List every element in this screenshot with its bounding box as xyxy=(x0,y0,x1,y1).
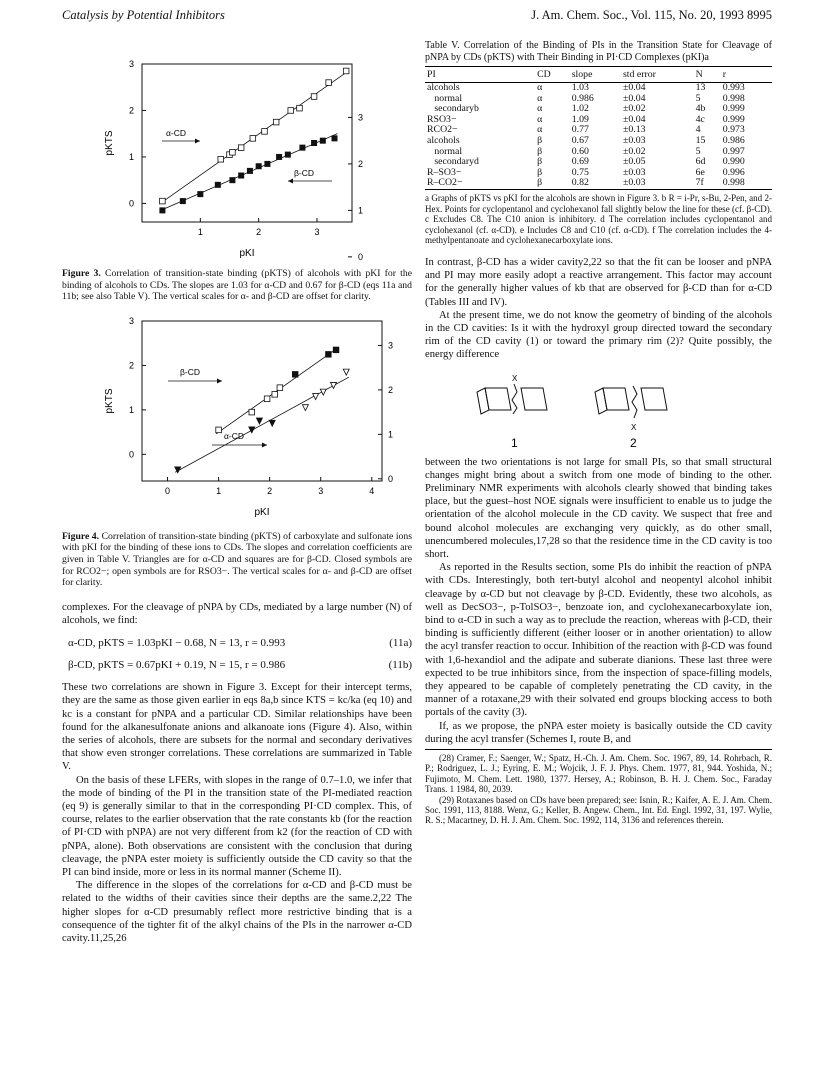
body-paragraph: If, as we propose, the pNPA ester moiety is basically outside the CD cavity during the acyl transfer (Schemes I, route B, and xyxy=(425,720,772,745)
table-row xyxy=(425,157,772,168)
table-row xyxy=(425,83,772,94)
data-point xyxy=(249,409,255,415)
data-point xyxy=(250,136,256,142)
body-intro: complexes. For the cleavage of pNPA by CDs, mediated by a large number (N) of alcohols, we find: xyxy=(62,601,412,626)
table-cell: 7f xyxy=(694,178,721,189)
table-cell: normal xyxy=(427,92,463,104)
table-row xyxy=(425,125,772,136)
data-point xyxy=(285,152,291,158)
data-point xyxy=(180,198,186,204)
table-cell: β xyxy=(537,156,543,168)
body-paragraph: At the present time, we do not know the geometry of binding of the alcohols in the CD cavities: Is it with the hydroxyl group directed toward the secondary rim of the CD cavity (1) or toward the primary rim (2)? Quite possibly, the energy difference xyxy=(425,309,772,361)
y-tick-label-left: 2 xyxy=(128,105,134,116)
data-point xyxy=(230,149,236,155)
data-point xyxy=(159,207,165,213)
y-tick-label-left: 1 xyxy=(128,151,134,162)
data-point xyxy=(197,191,203,197)
x-tick-label: 1 xyxy=(216,485,222,496)
data-point xyxy=(302,404,308,410)
data-point xyxy=(218,156,224,162)
data-point xyxy=(297,105,303,111)
table-cell: 15 xyxy=(695,134,706,146)
table-cell: alcohols xyxy=(427,82,460,93)
table-cell: 0.999 xyxy=(722,113,745,125)
table-cell: secondaryd xyxy=(427,156,479,168)
y-tick-label-right: 0 xyxy=(388,473,394,484)
figure-4-caption xyxy=(62,531,412,589)
reference-29: (29) Rotaxanes based on CDs have been prepared; see: Isnin, R.; Kaifer, A. E. J. Am. Chem. Soc. 1991, 113, 8188. Wenz, G.; Keller, B. Angew. Chem., Int. Ed. Engl. 1992, 31, 197. Wylie, R. S.; Macartney, D. H. J. Am. Chem. Soc. 1992, 114, 3136 and references therein. xyxy=(425,794,772,826)
data-point xyxy=(277,385,283,391)
table-cell: 0.996 xyxy=(722,166,745,178)
table-cell: 0.69 xyxy=(571,156,589,168)
data-point xyxy=(311,140,317,146)
table-cell: normal xyxy=(427,145,463,157)
table-5-footnotes: a Graphs of pKTS vs pKI for the alcohols are shown in Figure 3. b R = i-Pr, s-Bu, 2-Pen, and 2-Hex. Points for cyclopentanol and cyclohexanol fall slightly below the line for these (cf. β-CD). c Excludes C8. The C10 anion is inhibitory. d The correlation includes cyclopentanol and cyclohexanol (cf. α-CD). e Includes C8 and C10 (cf. α-CD). f The correlation includes the 4-methylpentanoate and cyclohexanecarboxylate ions. xyxy=(425,192,772,246)
x-tick-label: 3 xyxy=(314,227,320,237)
data-point xyxy=(216,427,222,433)
figure-4 xyxy=(62,311,412,531)
equation-11b-number: (11b) xyxy=(388,659,412,672)
data-point xyxy=(343,369,349,375)
y-tick-label-left: 0 xyxy=(128,198,134,209)
table-cell: secondaryb xyxy=(427,103,479,115)
table-row xyxy=(425,136,772,147)
arrowhead xyxy=(288,179,293,184)
figure-3-label: Figure 3. xyxy=(62,268,101,279)
table-cell: α xyxy=(537,103,543,115)
data-point xyxy=(238,145,244,151)
table-cell: β xyxy=(537,166,543,178)
reference-28: (28) Cramer, F.; Saenger, W.; Spatz, H.-Ch. J. Am. Chem. Soc. 1967, 89, 14. Rohrbach, R. P.; Rodriguez, L. J.; Eyring, E. M.; Wojcik, J. F. J. Phys. Chem. 1977, 81, 944. Yoshida, N.; Fujimoto, M. Chem. Lett. 1980, 1377. Hersey, A.; Robinson, B. H. J. Chem. Soc., Faraday Trans. 1 1984, 80, 2039. xyxy=(425,753,772,795)
table-cell: 0.997 xyxy=(722,145,745,157)
body-paragraph: In contrast, β-CD has a wider cavity2,22 so that the fit can be looser and pNPA and PI may more easily adopt a reactive arrangement. This factor may account for the generally higher values of kb that are observed for β-CD than for α-CD (Tables III and IV). xyxy=(425,256,772,308)
data-point xyxy=(247,168,253,174)
y-tick-label-left: 1 xyxy=(128,404,134,415)
y-tick-label-right: 1 xyxy=(388,429,394,440)
table-cell: 0.986 xyxy=(722,134,745,146)
table-cell: 5 xyxy=(695,145,701,157)
data-point xyxy=(299,145,305,151)
scheme-1-drawing xyxy=(477,384,547,414)
scheme-1-label: 1 xyxy=(511,435,518,450)
table-cell: 4c xyxy=(695,113,705,125)
table-cell: α xyxy=(537,92,543,104)
table-cell: β xyxy=(537,134,543,146)
figure-4-plot xyxy=(62,311,412,531)
data-point xyxy=(332,135,338,141)
series-label: α-CD xyxy=(166,128,187,138)
table-cell: 4 xyxy=(695,124,701,136)
table-cell: 0.77 xyxy=(571,124,589,136)
table-cell: alcohols xyxy=(427,134,460,146)
table-cell: 5 xyxy=(695,92,701,104)
data-point xyxy=(272,391,278,397)
y-axis-label: pKTS xyxy=(104,130,115,156)
table-cell: β xyxy=(537,145,543,157)
data-point xyxy=(229,177,235,183)
y-tick-label-left: 2 xyxy=(128,360,134,371)
running-header-left: Catalysis by Potential Inhibitors xyxy=(62,8,225,22)
running-header-right: J. Am. Chem. Soc., Vol. 115, No. 20, 1993 8995 xyxy=(531,8,772,22)
equation-11a xyxy=(62,637,412,649)
table-5 xyxy=(425,66,772,190)
data-point xyxy=(333,347,339,353)
y-tick-label-left: 3 xyxy=(128,59,134,69)
data-point xyxy=(256,418,262,424)
arrowhead xyxy=(217,378,222,383)
scheme-drawings xyxy=(425,370,772,450)
x-tick-label: 4 xyxy=(369,485,375,496)
table-cell: ±0.03 xyxy=(622,134,646,146)
table-column-header: CD xyxy=(535,67,570,83)
data-point xyxy=(326,351,332,357)
y-tick-label-left: 3 xyxy=(128,315,134,326)
table-column-header: slope xyxy=(570,67,621,83)
orientation-schemes xyxy=(425,370,772,450)
body-paragraph: These two correlations are shown in Figure 3. Except for their intercept terms, they are the same as those given earlier in eqs 8a,b since KTS = kc/ka (eq 10) and kc is a constant for pNPA and a particular CD. Similar relationships have been found for the alkanesulfonate anions and alkanoate ions (Figure 4). Also, within the series of alcohols, there are subsets for the normal and secondary derivatives that show even stronger correlations. These correlations are summarized in Table V. xyxy=(62,682,412,773)
data-point xyxy=(269,420,275,426)
figure-4-label: Figure 4. xyxy=(62,530,100,542)
table-column-header: PI xyxy=(425,67,535,83)
data-point xyxy=(311,94,317,100)
table-cell: 0.82 xyxy=(570,178,621,189)
data-point xyxy=(326,80,332,86)
table-cell: 0.60 xyxy=(571,145,589,157)
table-cell: R–SO3− xyxy=(427,166,462,178)
figure-3-plot xyxy=(62,40,412,268)
table-cell: α xyxy=(537,124,543,136)
table-cell: 6d xyxy=(695,156,706,168)
x-axis-label: pKI xyxy=(254,506,270,518)
table-row xyxy=(425,168,772,179)
x-tick-label: 2 xyxy=(267,485,273,496)
left-column xyxy=(62,40,412,945)
table-body xyxy=(425,83,772,190)
arrowhead xyxy=(195,139,200,144)
data-point xyxy=(343,68,349,74)
equation-11b-text: β-CD, pKTS = 0.67pKI + 0.19, N = 15, r = 0.986 xyxy=(68,659,286,672)
table-cell: RSO3− xyxy=(427,113,457,125)
x-axis-label: pKI xyxy=(239,248,255,259)
x-tick-label: 1 xyxy=(197,227,203,237)
series-label: α-CD xyxy=(224,430,245,441)
table-cell: 0.973 xyxy=(722,124,745,136)
data-point xyxy=(276,154,282,160)
table-cell: ±0.05 xyxy=(622,156,646,168)
table-cell: 0.993 xyxy=(722,82,745,93)
data-point xyxy=(215,182,221,188)
y-tick-label-right: 3 xyxy=(358,112,364,123)
data-point xyxy=(264,161,270,167)
y-tick-label-right: 3 xyxy=(388,340,394,351)
table-cell: ±0.02 xyxy=(622,103,646,115)
data-point xyxy=(320,138,326,144)
table-cell: α xyxy=(537,82,543,93)
table-cell: ±0.03 xyxy=(622,166,646,178)
table-cell: 0.986 xyxy=(571,92,594,104)
table-cell: 4b xyxy=(695,103,706,115)
y-axis-label: pKTS xyxy=(104,388,115,414)
body-paragraph: between the two orientations is not large for small PIs, so that small structural changes might bring about a switch from one mode of binding to the other. Preliminary NMR experiments with alcohols clearly showed that binding takes place, but the guest–host NOE signals were insufficient to enable us to judge the orientation of the alcohol molecule in the CD cavity. We suspect that free and bound alcohol molecules are exchanging very quickly, as do other small, unencumbered molecules,17,28 so that the residence time in the CD cavity is too short. xyxy=(425,456,772,560)
table-row xyxy=(425,115,772,126)
data-point xyxy=(330,382,336,388)
table-cell: α xyxy=(537,113,543,125)
table-column-header: std error xyxy=(621,67,694,83)
equation-11a-number: (11a) xyxy=(389,637,412,650)
series-label: β-CD xyxy=(294,168,314,178)
table-cell: 13 xyxy=(695,82,706,93)
table-cell: ±0.04 xyxy=(622,113,646,125)
table-5-title: Table V. Correlation of the Binding of PIs in the Transition State for Cleavage of pNPA by CDs (pKTS) with Their Binding in PI·CD Complexes (pKI)a xyxy=(425,40,772,63)
y-tick-label-right: 2 xyxy=(358,158,364,169)
figure-3-caption-text: Correlation of transition-state binding (pKTS) of alcohols with pKI for the binding of alcohols to CDs. The slopes are 1.03 for α-CD and 0.67 for β-CD (eqs 11a and 11b; see also Table V). The vertical scales for α- and β-CD are offset for clarity. xyxy=(62,268,413,303)
table-cell: ±0.03 xyxy=(621,178,694,189)
data-point xyxy=(249,427,255,433)
table-cell: ±0.02 xyxy=(622,145,646,157)
table-cell: RCO2− xyxy=(427,124,458,136)
x-tick-label: 2 xyxy=(256,227,262,237)
data-point xyxy=(288,108,294,114)
y-tick-label-right: 1 xyxy=(358,205,364,216)
x-tick-label: 0 xyxy=(165,485,171,496)
table-cell: 1.03 xyxy=(571,82,589,93)
data-point xyxy=(273,119,279,125)
table-cell: R–CO2− xyxy=(425,178,535,189)
table-cell: 0.67 xyxy=(571,134,589,146)
table-column-header: N xyxy=(694,67,721,83)
table-cell: 1.02 xyxy=(571,103,589,115)
y-tick-label-right: 2 xyxy=(388,384,394,395)
body-paragraph: On the basis of these LFERs, with slopes in the range of 0.7–1.0, we infer that the mode of binding of the PI in the transition state of the PI-mediated reaction (eq 9) is generally similar to that in the corresponding PI·CD complex. This, of course, relates to the earlier observation that the rate constants kb (for the reaction of PI·CD with pNPA) are not very different from k2 (for the reaction of CD with pNPA, alone). Both observations are consistent with the conclusion that during cleavage, the pNPA ester moiety is sufficiently outside the CD cavity so that the PI can bind inside, more or less in its normal manner (Scheme II). xyxy=(62,774,412,878)
figure-4-caption-text: Correlation of transition-state binding (pKTS) of carboxylate and sulfonate ions with pKI for the binding of these ions to CDs. The slopes and correlation coefficients are given in Table V. Triangles are for α-CD and squares are for β-CD. Closed symbols are for RCO2−; open symbols are for RSO3−. The vertical scales for α- and β-CD are offset for clarity. xyxy=(62,530,413,589)
table-cell: ±0.04 xyxy=(622,82,646,93)
references xyxy=(425,749,772,826)
scheme-1-x-label: X xyxy=(512,373,518,383)
table-cell: ±0.04 xyxy=(622,92,646,104)
data-point xyxy=(262,129,268,135)
series-label: β-CD xyxy=(180,366,200,377)
table-cell: β xyxy=(535,178,570,189)
y-tick-label-right: 0 xyxy=(358,251,364,262)
y-tick-label-left: 0 xyxy=(128,449,134,460)
table-row xyxy=(425,178,772,189)
table-cell: 0.998 xyxy=(722,92,745,104)
table-header-row xyxy=(425,67,772,83)
data-point xyxy=(238,173,244,179)
x-tick-label: 3 xyxy=(318,485,324,496)
figure-3 xyxy=(62,40,412,268)
body-paragraph: As reported in the Results section, some PIs do inhibit the reaction of pNPA with CDs. Interestingly, both tert-butyl alcohol and neopentyl alcohol inhibit cleavage by α-CD but not cleavage by β-CD. Evidently, these two alcohols, as well as DecSO3−, p-TolSO3−, benzoate ion, and cyclohexanecarboxylate ion, bind to α-CD in such a way as to preclude the reaction, whereas with β-CD, their binding is sufficiently different (either looser or in another orientation) to allow the acyl transfer reaction to occur. Inhibition of the reaction with β-CD was found with 1,6-hexandiol and the adipate and suberate dianions. These last three were expected to be true inhibitors since, from the inspection of space-filling models, they appeared to be capable of completely penetrating the CD cavity, in the manner of a rotaxane,29 with their solvated end groups blocking access to both portals of the cavity (3). xyxy=(425,562,772,719)
scheme-2-drawing xyxy=(595,386,667,418)
table-cell: 0.990 xyxy=(722,156,745,168)
table-cell: 0.75 xyxy=(571,166,589,178)
body-paragraph: The difference in the slopes of the correlations for α-CD and β-CD must be related to the widths of their cavities since their depths are the same.2,22 The higher slopes for α-CD presumably reflect more restrictive binding that is a consequence of the tighter fit of the alkyl chains of the PIs in the narrower α-CD cavity.11,25,26 xyxy=(62,880,412,945)
equation-11a-text: α-CD, pKTS = 1.03pKI − 0.68, N = 13, r = 0.993 xyxy=(68,637,286,650)
table-cell: 1.09 xyxy=(571,113,589,125)
data-point xyxy=(264,396,270,402)
figure-3-caption xyxy=(62,268,412,303)
table-cell: ±0.13 xyxy=(622,124,646,136)
scheme-2-x-label: X xyxy=(631,422,637,432)
data-point xyxy=(292,371,298,377)
table-row xyxy=(425,104,772,115)
table-cell: 6e xyxy=(695,166,705,178)
data-point xyxy=(160,198,166,204)
table-cell: 0.998 xyxy=(721,178,772,189)
right-column xyxy=(425,40,772,826)
arrowhead xyxy=(262,442,267,447)
data-point xyxy=(256,163,262,169)
scheme-2-label: 2 xyxy=(630,435,637,450)
table-cell: 0.999 xyxy=(722,103,745,115)
table-column-header: r xyxy=(721,67,772,83)
equation-11b xyxy=(62,659,412,671)
